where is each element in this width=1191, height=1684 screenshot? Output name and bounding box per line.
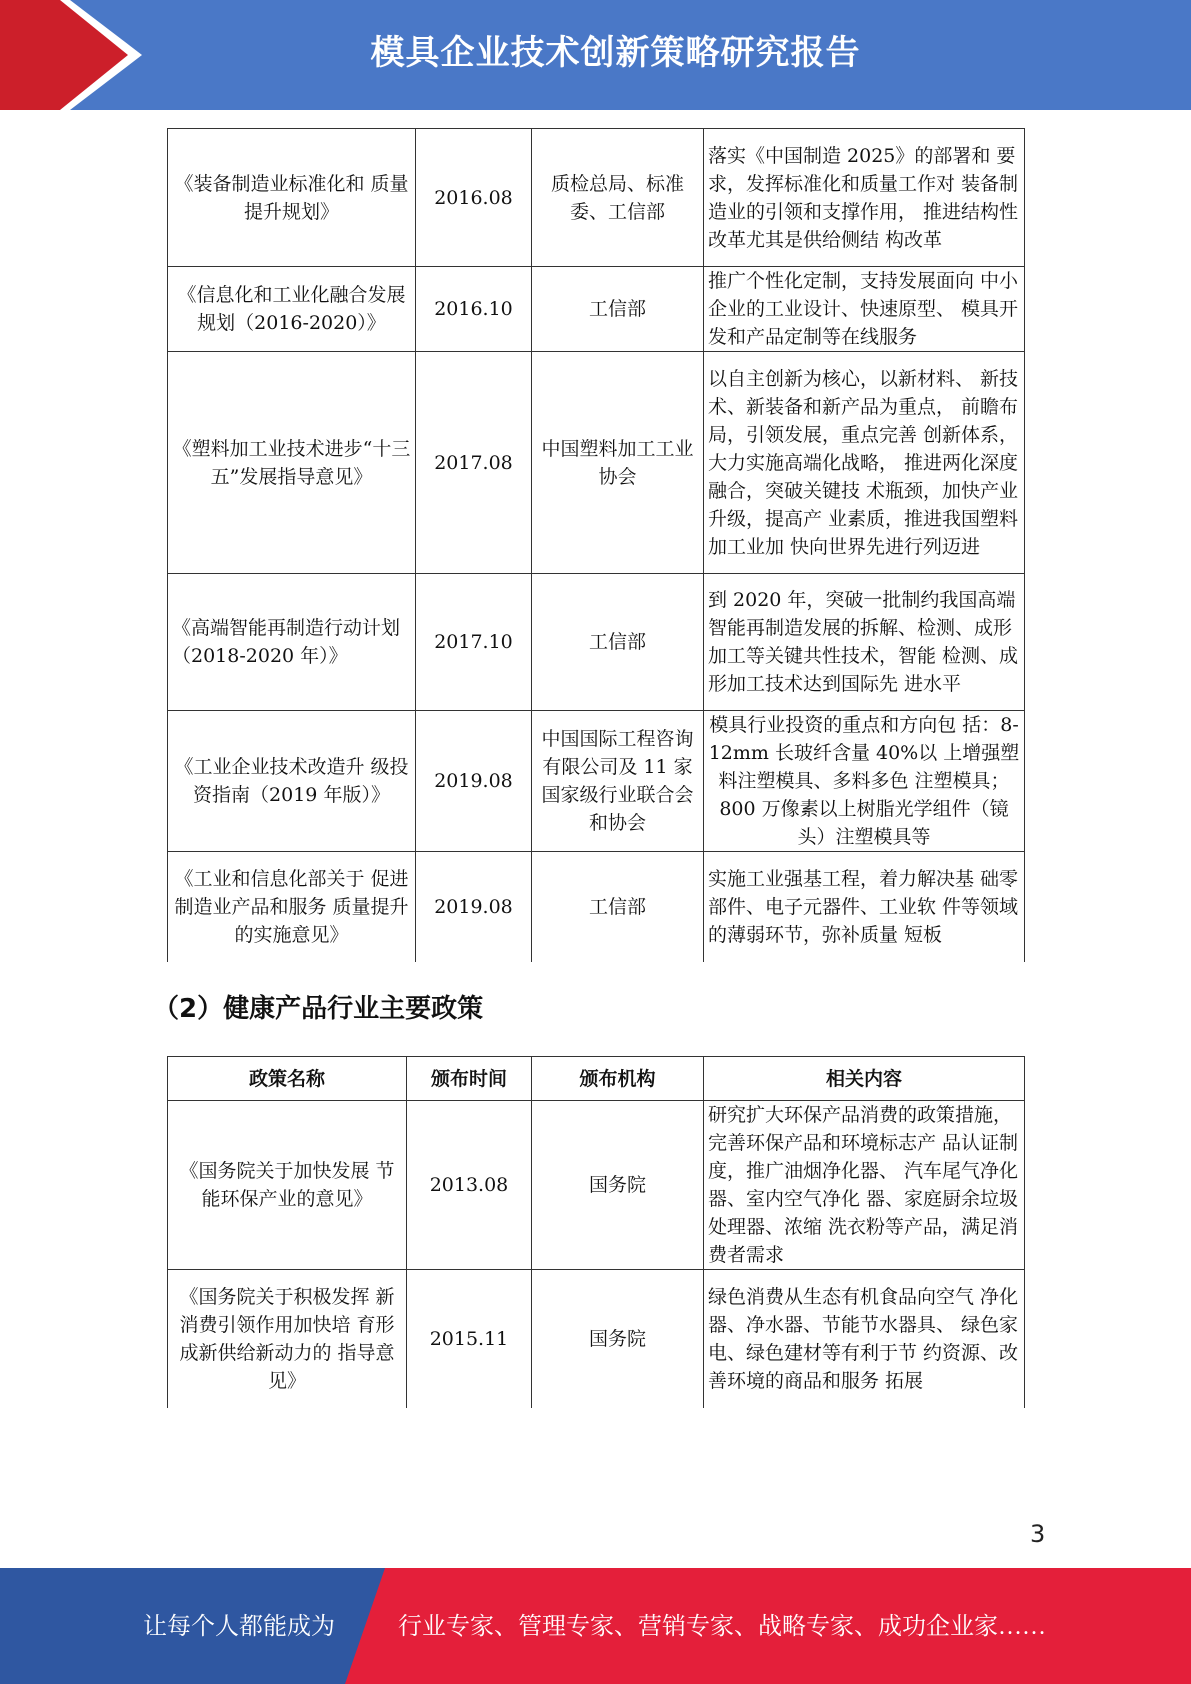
date-cell: 2013.08 — [407, 1101, 532, 1270]
date-cell: 2016.10 — [416, 267, 532, 352]
agency-cell: 工信部 — [532, 852, 704, 962]
content-cell: 研究扩大环保产品消费的政策措施，完善环保产品和环境标志产 品认证制度，推广油烟净化器、 汽车尾气净化器、室内空气净化 器、家庭厨余垃圾处理器、浓缩 洗衣粉等产品，满足消费者需求 — [704, 1101, 1025, 1270]
date-cell: 2019.08 — [416, 711, 532, 852]
footer-slogan-right: 行业专家、管理专家、营销专家、战略专家、成功企业家…… — [398, 1614, 1046, 1640]
agency-cell: 中国塑料加工工业协会 — [532, 352, 704, 574]
content-cell: 落实《中国制造 2025》的部署和 要求，发挥标准化和质量工作对 装备制造业的引领和支撑作用， 推进结构性改革尤其是供给侧结 构改革 — [704, 129, 1025, 267]
table-row — [168, 1101, 1025, 1270]
policy-name-cell: 《工业企业技术改造升 级投资指南（2019 年版）》 — [168, 711, 416, 852]
agency-cell: 国务院 — [532, 1270, 704, 1408]
policy-name-cell: 《塑料加工业技术进步“十三五”发展指导意见》 — [168, 352, 416, 574]
content-cell: 推广个性化定制，支持发展面向 中小企业的工业设计、快速原型、 模具开发和产品定制等在线服务 — [704, 267, 1025, 352]
report-title: 模具企业技术创新策略研究报告 — [370, 33, 861, 73]
content-cell: 模具行业投资的重点和方向包 括：8-12mm 长玻纤含量 40%以 上增强塑料注塑模具、多料多色 注塑模具；800 万像素以上树脂光学组件（镜头）注塑模具等 — [704, 711, 1025, 852]
date-cell: 2017.10 — [416, 574, 532, 711]
agency-cell: 工信部 — [532, 267, 704, 352]
table-row — [168, 1270, 1025, 1408]
content-cell: 实施工业强基工程，着力解决基 础零部件、电子元器件、工业软 件等领域的薄弱环节，弥补质量 短板 — [704, 852, 1025, 962]
content-cell: 以自主创新为核心，以新材料、 新技术、新装备和新产品为重点， 前瞻布局，引领发展，重点完善 创新体系，大力实施高端化战略， 推进两化深度融合，突破关键技 术瓶颈，加快产业升级，提高产 业素质，推进我国塑料加工业加 快向世界先进行列迈进 — [704, 352, 1025, 574]
table-row — [168, 129, 1025, 267]
agency-cell: 工信部 — [532, 574, 704, 711]
footer-slogan-left: 让每个人都能成为 — [143, 1614, 335, 1640]
policy-name-cell: 《国务院关于加快发展 节能环保产业的意见》 — [168, 1101, 407, 1270]
column-header: 相关内容 — [704, 1057, 1025, 1101]
content-cell: 到 2020 年，突破一批制约我国高端智能再制造发展的拆解、检测、成形加工等关键共性技术，智能 检测、成形加工技术达到国际先 进水平 — [704, 574, 1025, 711]
table-row — [168, 267, 1025, 352]
table-row — [168, 711, 1025, 852]
column-header: 政策名称 — [168, 1057, 407, 1101]
table-header-row — [168, 1057, 1025, 1101]
column-header: 颁布时间 — [407, 1057, 532, 1101]
table-row — [168, 574, 1025, 711]
date-cell: 2017.08 — [416, 352, 532, 574]
page-number: 3 — [1030, 1520, 1046, 1548]
policy-name-cell: 《高端智能再制造行动计划（2018-2020 年）》 — [168, 574, 416, 711]
table-row — [168, 352, 1025, 574]
policy-name-cell: 《装备制造业标准化和 质量提升规划》 — [168, 129, 416, 267]
section-heading: （2）健康产品行业主要政策 — [153, 994, 484, 1024]
policy-table-mold — [167, 128, 1025, 962]
agency-cell: 国务院 — [532, 1101, 704, 1270]
column-header: 颁布机构 — [532, 1057, 704, 1101]
page-footer — [0, 1568, 1191, 1684]
date-cell: 2016.08 — [416, 129, 532, 267]
table-row — [168, 852, 1025, 962]
policy-name-cell: 《国务院关于积极发挥 新消费引领作用加快培 育形成新供给新动力的 指导意见》 — [168, 1270, 407, 1408]
policy-name-cell: 《信息化和工业化融合发展规划（2016-2020）》 — [168, 267, 416, 352]
policy-table-health — [167, 1056, 1025, 1408]
agency-cell: 质检总局、标准委、工信部 — [532, 129, 704, 267]
agency-cell: 中国国际工程咨询有限公司及 11 家国家级行业联合会和协会 — [532, 711, 704, 852]
page-header — [0, 0, 1191, 110]
date-cell: 2019.08 — [416, 852, 532, 962]
policy-name-cell: 《工业和信息化部关于 促进制造业产品和服务 质量提升的实施意见》 — [168, 852, 416, 962]
date-cell: 2015.11 — [407, 1270, 532, 1408]
content-cell: 绿色消费从生态有机食品向空气 净化器、净水器、节能节水器具、 绿色家电、绿色建材等有利于节 约资源、改善环境的商品和服务 拓展 — [704, 1270, 1025, 1408]
